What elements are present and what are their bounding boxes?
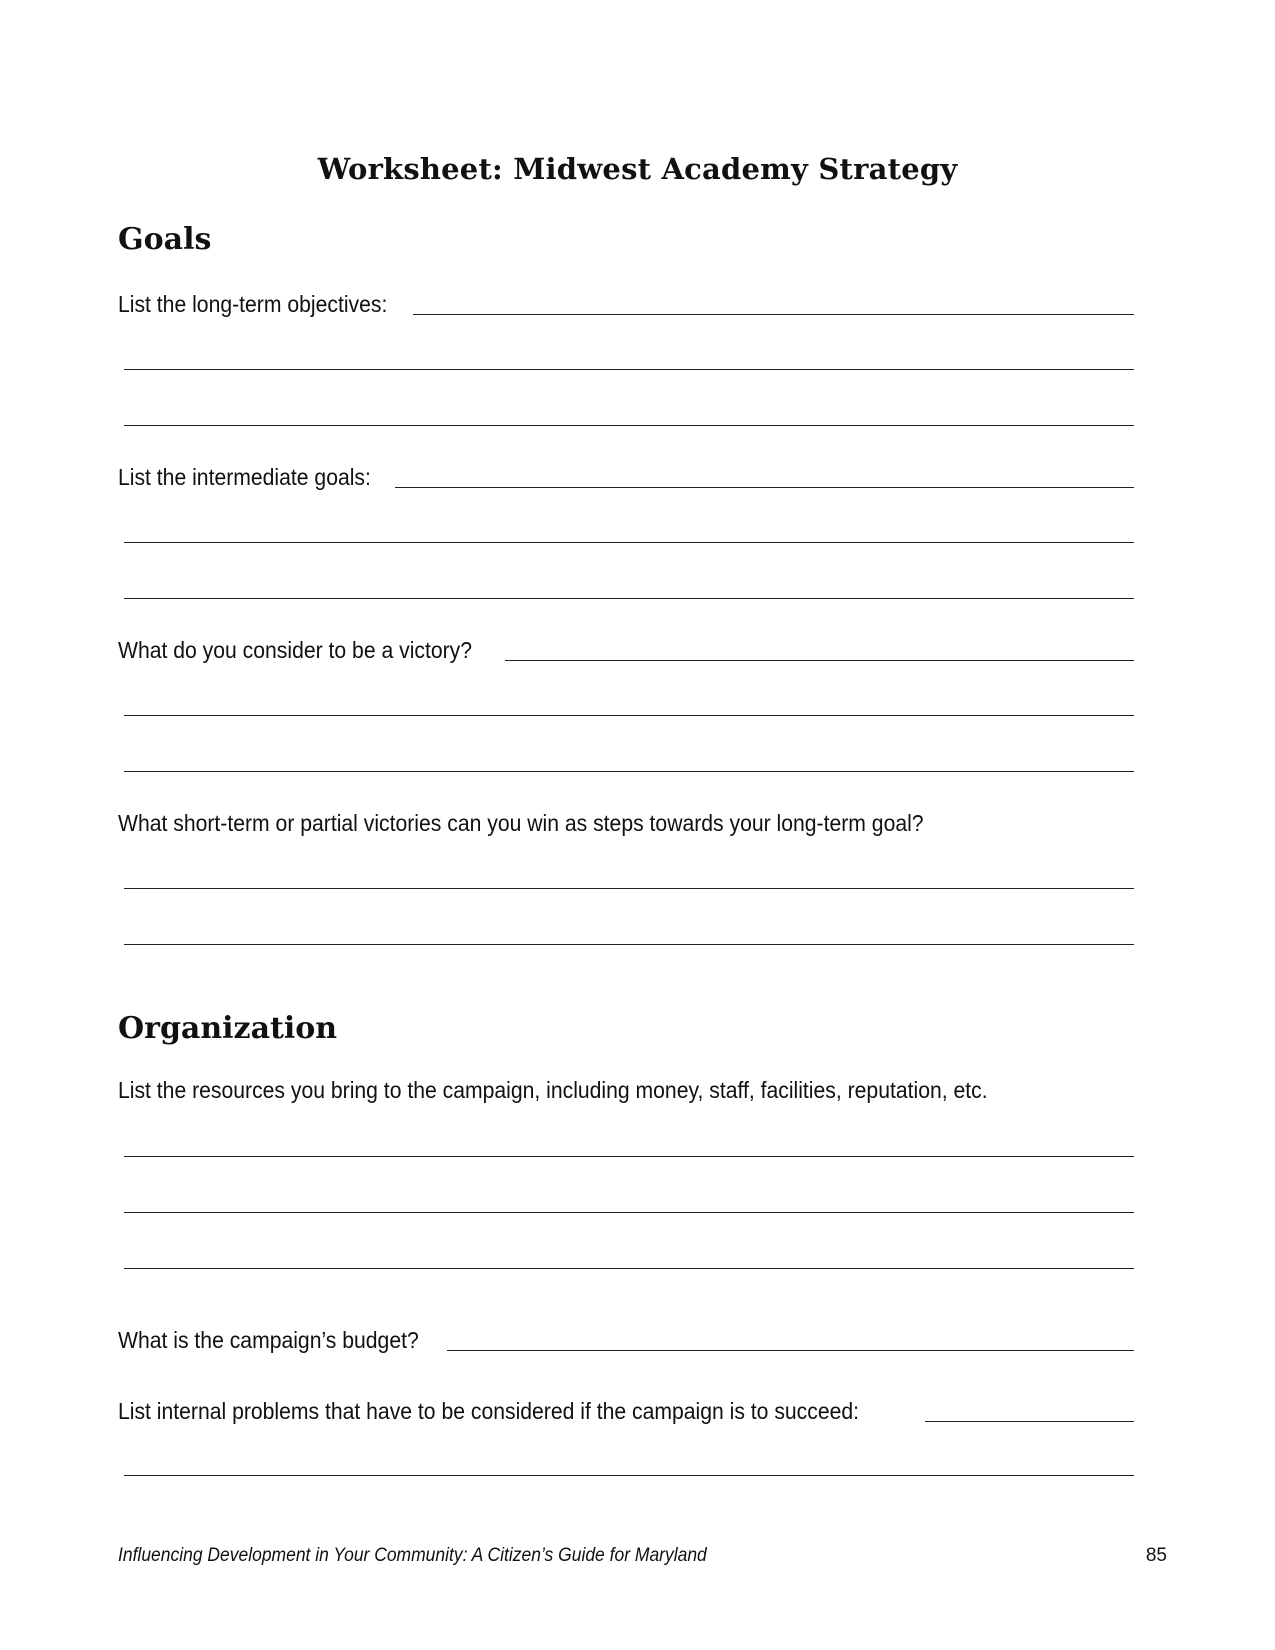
- long-term-objectives-prompt: List the long-term objectives:: [118, 291, 388, 317]
- answer-line[interactable]: [124, 944, 1134, 945]
- answer-line[interactable]: [124, 1212, 1134, 1213]
- answer-line[interactable]: [124, 425, 1134, 426]
- answer-line[interactable]: [124, 369, 1134, 370]
- answer-line[interactable]: [124, 1156, 1134, 1157]
- answer-line[interactable]: [124, 1475, 1134, 1476]
- internal-problems-prompt: List internal problems that have to be considered if the campaign is to succeed:: [118, 1398, 860, 1424]
- answer-line[interactable]: [124, 888, 1134, 889]
- intermediate-goals-answer-line[interactable]: [395, 486, 1134, 488]
- victory-row: [118, 628, 1134, 662]
- answer-line[interactable]: [124, 1268, 1134, 1269]
- worksheet-title: Worksheet: Midwest Academy Strategy: [317, 152, 958, 186]
- answer-line[interactable]: [124, 598, 1134, 599]
- organization-heading: Organization: [118, 1011, 338, 1046]
- goals-heading: Goals: [118, 222, 212, 257]
- resources-prompt: List the resources you bring to the campaign, including money, staff, facilities, reputation, etc.: [118, 1077, 988, 1103]
- answer-line[interactable]: [124, 771, 1134, 772]
- internal-problems-answer-line[interactable]: [925, 1420, 1134, 1422]
- budget-row: [118, 1318, 1134, 1352]
- answer-line[interactable]: [124, 715, 1134, 716]
- long-term-objectives-row: [118, 282, 1134, 316]
- intermediate-goals-prompt: List the intermediate goals:: [118, 464, 371, 490]
- partial-victories-prompt: What short-term or partial victories can you win as steps towards your long-term goal?: [118, 810, 924, 836]
- long-term-objectives-answer-line[interactable]: [413, 313, 1134, 315]
- intermediate-goals-row: [118, 455, 1134, 489]
- answer-line[interactable]: [124, 542, 1134, 543]
- footer-book-title: Influencing Development in Your Community: A Citizen’s Guide for Maryland: [118, 1545, 707, 1566]
- victory-prompt: What do you consider to be a victory?: [118, 637, 473, 663]
- victory-answer-line[interactable]: [505, 659, 1134, 661]
- footer-page-number: 85: [1145, 1545, 1167, 1566]
- budget-answer-line[interactable]: [447, 1349, 1134, 1351]
- budget-prompt: What is the campaign’s budget?: [118, 1327, 419, 1353]
- internal-problems-row: [118, 1389, 1134, 1423]
